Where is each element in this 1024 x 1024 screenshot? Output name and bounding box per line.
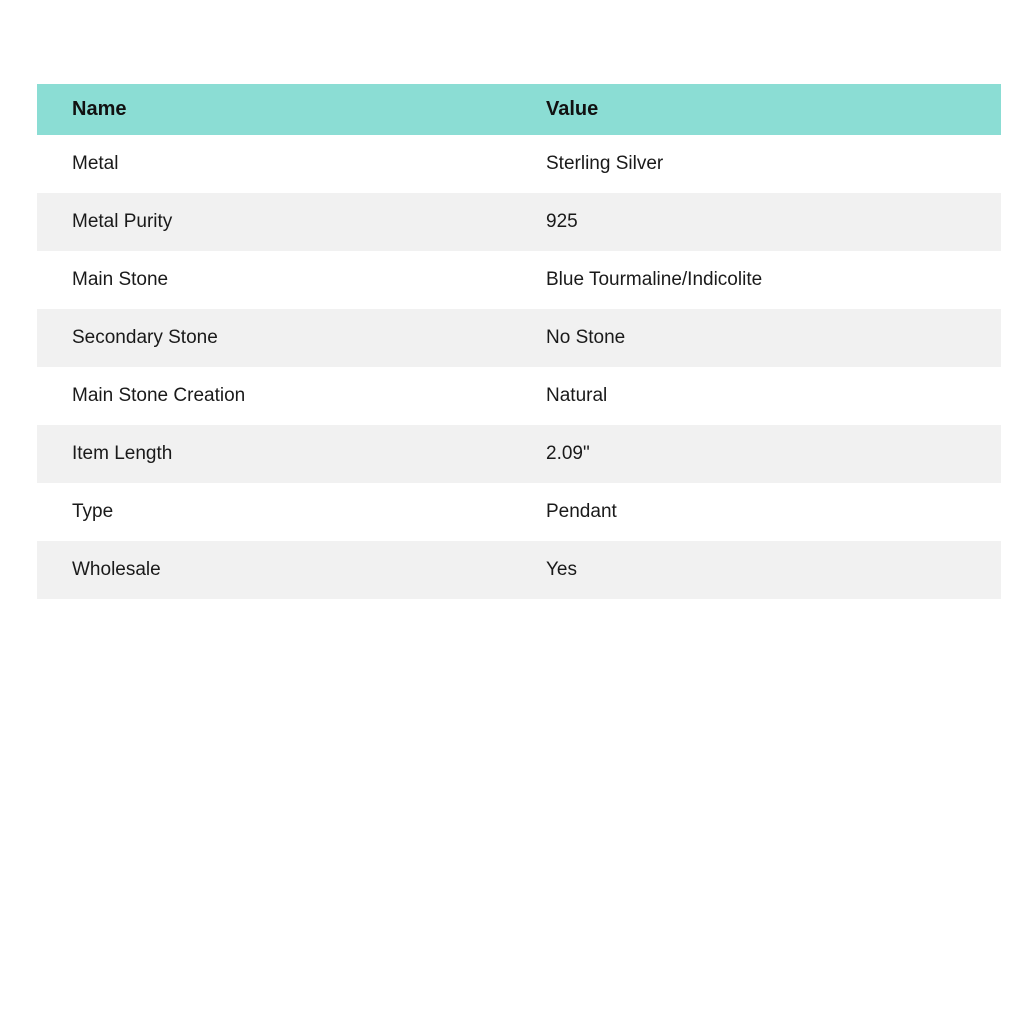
cell-name: Metal Purity: [37, 193, 524, 251]
table-row: [37, 483, 1001, 541]
table-row: [37, 135, 1001, 193]
cell-value: Yes: [524, 541, 1001, 599]
cell-name: Secondary Stone: [37, 309, 524, 367]
table-row: [37, 309, 1001, 367]
cell-value: Pendant: [524, 483, 1001, 541]
table-header-row: [37, 84, 1001, 135]
table-row: [37, 425, 1001, 483]
cell-value: Blue Tourmaline/Indicolite: [524, 251, 1001, 309]
column-header-name: Name: [37, 84, 524, 135]
table-row: [37, 541, 1001, 599]
table-header: [37, 84, 1001, 135]
cell-name: Item Length: [37, 425, 524, 483]
column-header-value: Value: [524, 84, 1001, 135]
cell-value: Natural: [524, 367, 1001, 425]
cell-name: Main Stone: [37, 251, 524, 309]
cell-value: 2.09": [524, 425, 1001, 483]
cell-value: Sterling Silver: [524, 135, 1001, 193]
table-row: [37, 251, 1001, 309]
table-row: [37, 367, 1001, 425]
cell-name: Metal: [37, 135, 524, 193]
specifications-table: [37, 84, 1001, 599]
table-body: [37, 135, 1001, 599]
cell-name: Main Stone Creation: [37, 367, 524, 425]
cell-name: Type: [37, 483, 524, 541]
table-row: [37, 193, 1001, 251]
cell-name: Wholesale: [37, 541, 524, 599]
cell-value: No Stone: [524, 309, 1001, 367]
cell-value: 925: [524, 193, 1001, 251]
